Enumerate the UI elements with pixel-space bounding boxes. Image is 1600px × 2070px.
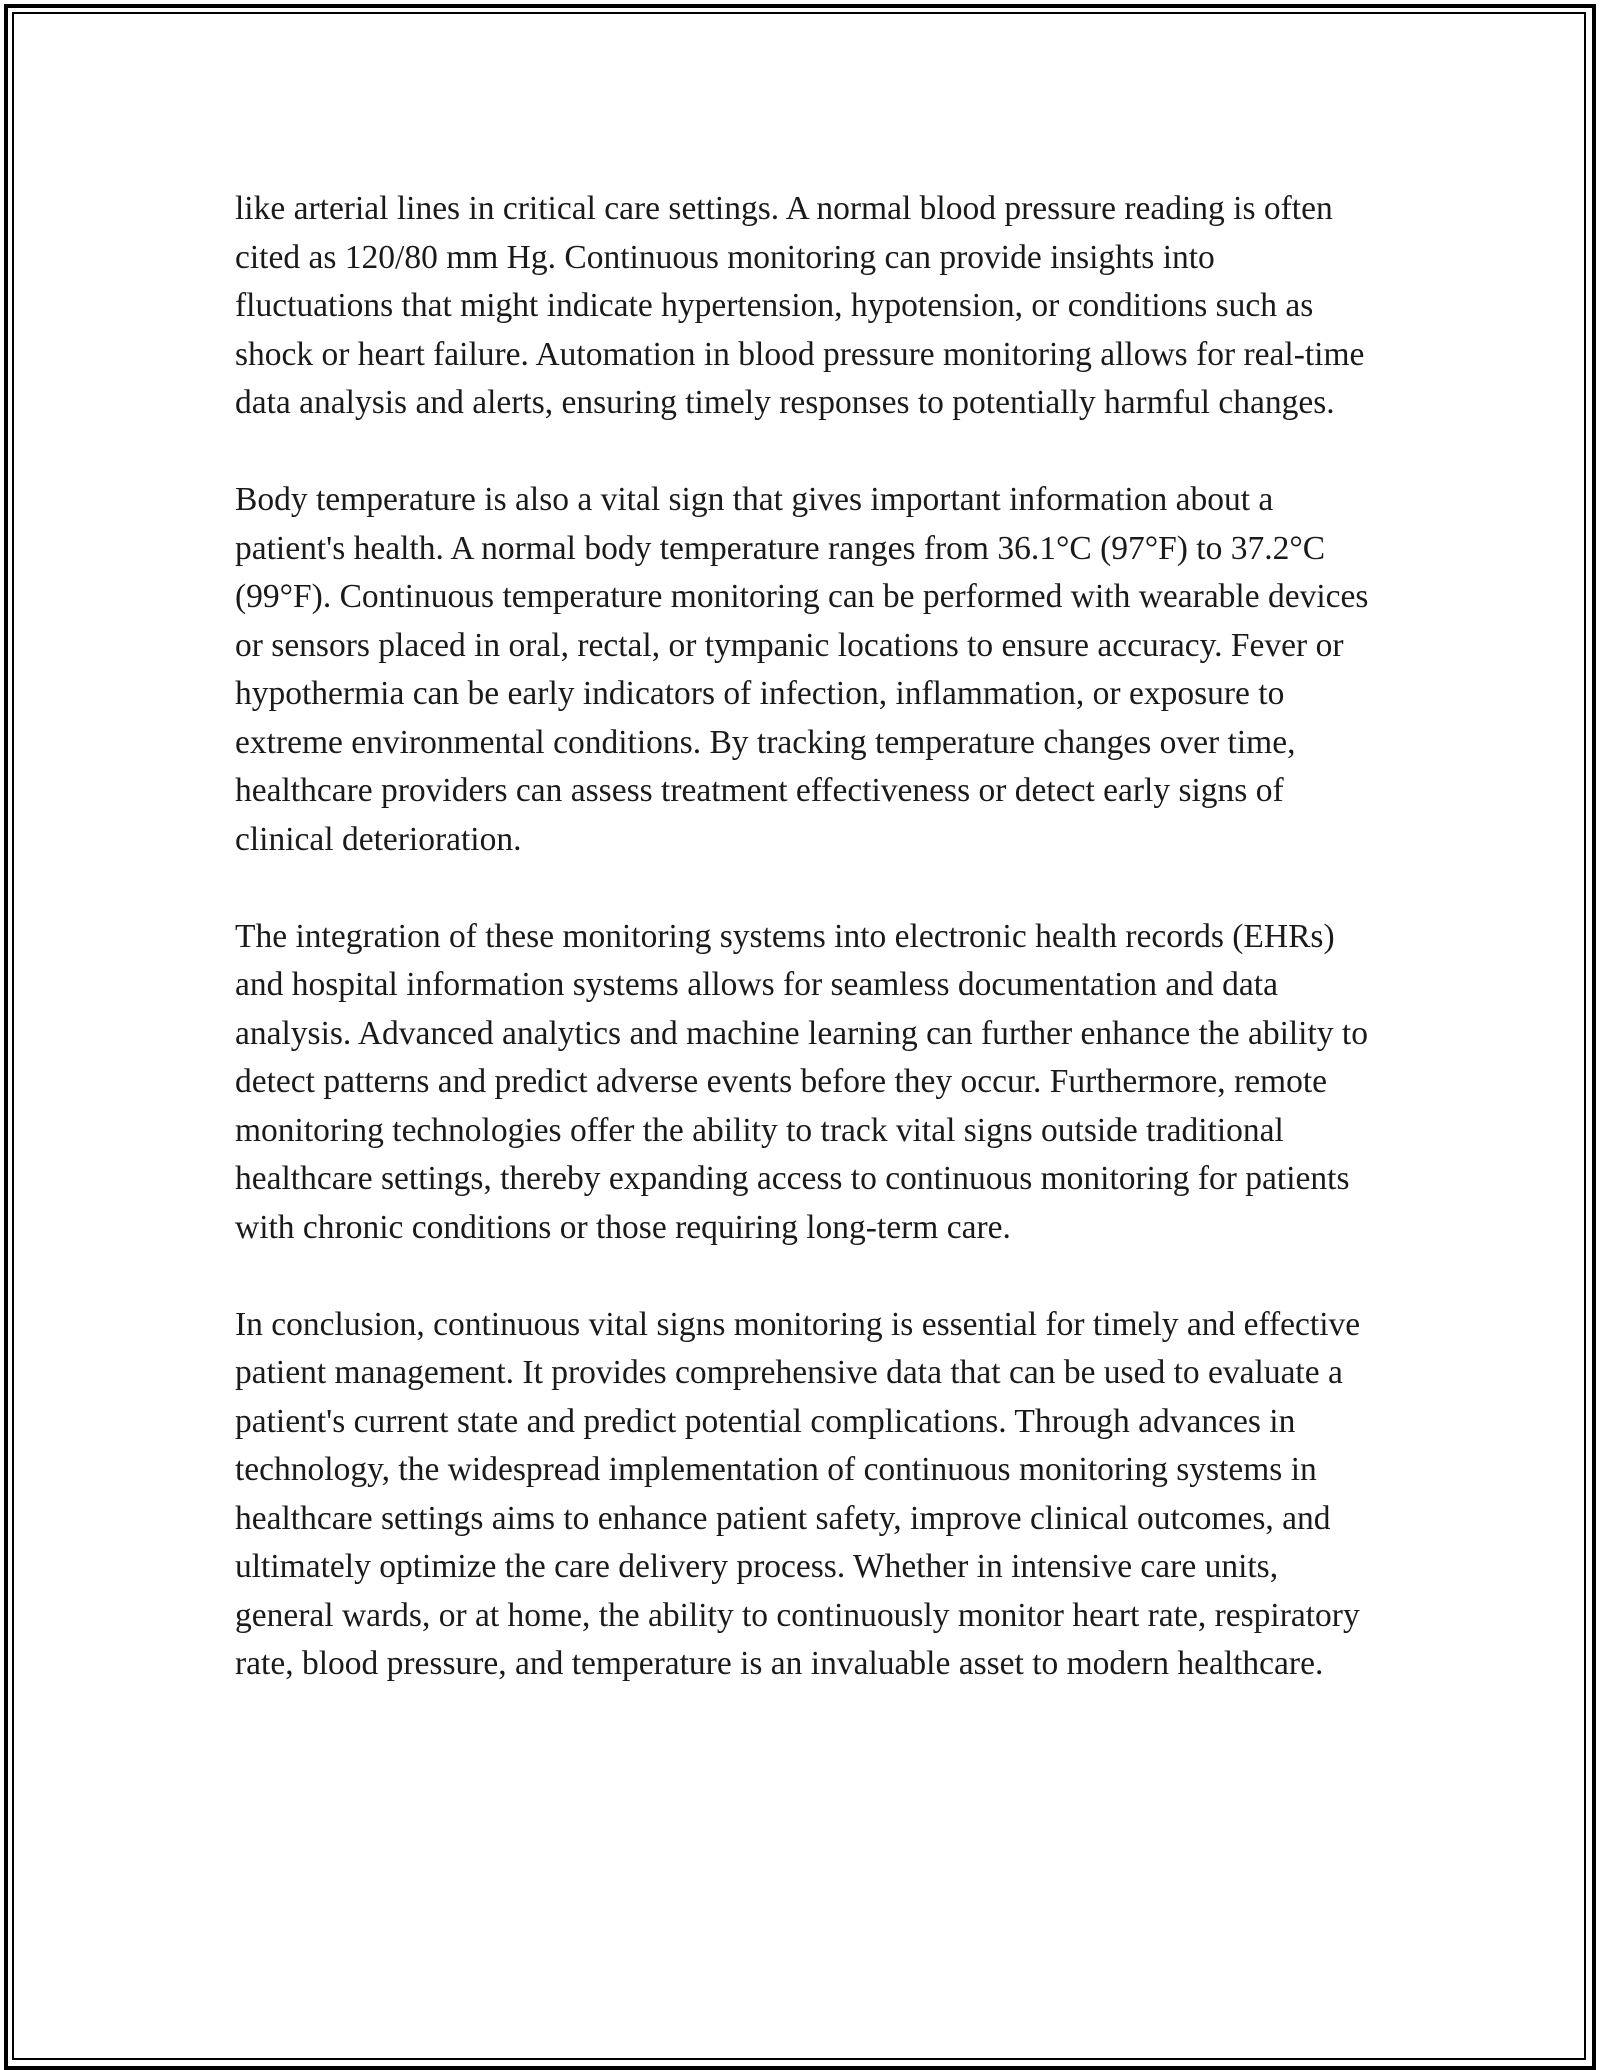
paragraph-conclusion: In conclusion, continuous vital signs monitoring is essential for timely and effective patient management. It provides comprehensive data that can be used to evaluate a patient's current state and predict potential complications. Through advances in technology, the widespread implementation of continuous monitoring systems in healthcare settings aims to enhance patient safety, improve clinical outcomes, and ultimately optimize the care delivery process. Whether in intensive care units, general wards, or at home, the ability to continuously monitor heart rate, respiratory rate, blood pressure, and temperature is an invaluable asset to modern healthcare. [235,1305,1361,1682]
document-body [235,185,1375,1689]
paragraph-body-temperature: Body temperature is also a vital sign that gives important information about a patient's health. A normal body temperature ranges from 36.1°C (97°F) to 37.2°C (99°F). Continuous temperature monitoring can be performed with wearable devices or sensors placed in oral, rectal, or tympanic locations to ensure accuracy. Fever or hypothermia can be early indicators of infection, inflammation, or exposure to extreme environmental conditions. By tracking temperature changes over time, healthcare providers can assess treatment effectiveness or detect early signs of clinical deterioration. [235,481,1369,858]
paragraph-integration: The integration of these monitoring systems into electronic health records (EHRs) and hospital information systems allows for seamless documentation and data analysis. Advanced analytics and machine learning can further enhance the ability to detect patterns and predict adverse events before they occur. Furthermore, remote monitoring technologies offer the ability to track vital signs outside traditional healthcare settings, thereby expanding access to continuous monitoring for patients with chronic conditions or those requiring long-term care. [235,917,1368,1246]
paragraph-blood-pressure: like arterial lines in critical care settings. A normal blood pressure reading is often cited as 120/80 mm Hg. Continuous monitoring can provide insights into fluctuations that might indicate hypertension, hypotension, or conditions such as shock or heart failure. Automation in blood pressure monitoring allows for real-time data analysis and alerts, ensuring timely responses to potentially harmful changes. [235,190,1365,421]
